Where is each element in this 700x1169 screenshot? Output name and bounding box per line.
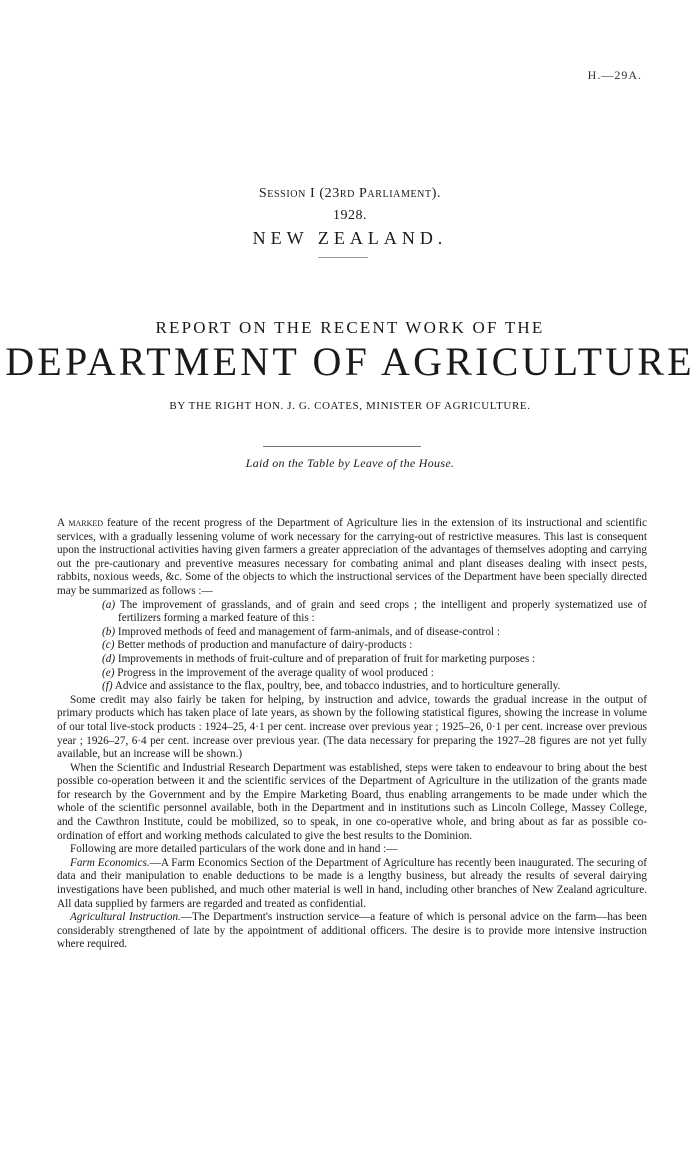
report-title-line: REPORT ON THE RECENT WORK OF THE (155, 318, 545, 337)
session-line: Session I (23rd Parliament). (258, 186, 442, 201)
farm-economics-paragraph (57, 857, 647, 911)
report-body (57, 517, 647, 952)
list-text: Improvements in methods of fruit-culture and of preparation of fruit for marketing purposes : (117, 652, 536, 665)
agricultural-instruction-text: —The Department's instruction service—a feature of which is personal advice on the farm—has been considerably strengthened of late by the appointment of additional officers. The desire is to provide more intensive instruction where required. (57, 911, 647, 951)
short-divider (318, 257, 368, 258)
credit-paragraph: Some credit may also fairly be taken for helping, by instruction and advice, towards the gradual increase in the output of primary products which has taken place of late years, as shown by the following statistical figures, showing the increase in volume of our total live-stock products : 1924–25, 4·1 per cent. increase over previous year ; 1925–26, 0·1 per cent. increase over previous year ; 1926–27, 6·4 per cent. increase over previous year. (The data necessary for preparing the 1927–28 figures are not yet fully available, but an increase will be shown.) (57, 693, 647, 761)
list-marker: (d) (102, 652, 116, 665)
list-marker: (f) (102, 680, 113, 693)
intro-lead: A marked (57, 517, 104, 529)
byline: BY THE RIGHT HON. J. G. COATES, MINISTER OF AGRICULTURE. (169, 400, 531, 412)
list-text: The improvement of grasslands, and of grain and seed crops ; the intelligent and properly systematized use of fertilizers forming a marked feature of this : (118, 598, 647, 625)
farm-economics-heading: Farm Economics. (70, 856, 150, 869)
country-line: NEW ZEALAND. (252, 228, 448, 248)
farm-economics-text: —A Farm Economics Section of the Department of Agriculture has recently been inaugurated. The securing of data and their manipulation to enable deductions to be made is a lengthy business, but already the results of several dairying investigations have been published, and much other material is well in hand, including other branches of New Zealand agriculture. All data supplied by farmers are regarded and treated as confidential. (57, 856, 647, 910)
intro-paragraph (57, 517, 647, 599)
list-item (102, 639, 647, 653)
list-item (102, 626, 647, 640)
research-paragraph: When the Scientific and Industrial Research Department was established, steps were taken to endeavour to bring about the best possible co-operation between it and the scientific services of the Department of Agriculture in the utilization of the grants made for research by the Government and by the Empire Marketing Board, thus enabling arrangements to be made under which the whole of the scientific personnel available, both in the Department and in institutions such as Lincoln College, Massey College, and the Cawthron Institute, could be mobilized, so to speak, in one co-operative whole, and bring about as far as possible co-ordination of effort and working methods calculated to give the best results to the Dominion. (57, 761, 647, 842)
department-title: DEPARTMENT OF AGRICULTURE (5, 339, 695, 384)
long-divider (263, 446, 421, 447)
agricultural-instruction-paragraph (57, 911, 647, 952)
list-marker: (b) (102, 625, 116, 638)
list-marker: (e) (102, 666, 115, 679)
list-text: Better methods of production and manufacture of dairy-products : (117, 639, 413, 652)
intro-rest: feature of the recent progress of the Department of Agriculture lies in the extension of its instructional and scientific services, with a gradually lessening volume of work necessary for the carrying-out of restrictive measures. This last is consequent upon the instructional activities having given farmers a greater appreciation of the advantages of themselves adopting and carrying out the pre-cautionary and preventive measures necessary for combating animal and plant diseases dealing with insect pests, rabbits, noxious weeds, &c. Some of the objects to which the instructional services of the Department have been specially directed may be summarized as follows :— (57, 517, 647, 597)
document-reference: H.—29A. (587, 68, 642, 82)
list-item (102, 653, 647, 667)
list-marker: (c) (102, 639, 115, 652)
list-item (102, 680, 647, 694)
laid-on-table-note: Laid on the Table by Leave of the House. (245, 456, 455, 470)
year-line: 1928. (333, 208, 367, 223)
list-marker: (a) (102, 598, 116, 611)
list-text: Progress in the improvement of the average quality of wool produced : (117, 666, 434, 679)
list-item (102, 599, 647, 626)
agricultural-instruction-heading: Agricultural Instruction. (70, 911, 181, 924)
objectives-list (57, 599, 647, 694)
list-text: Advice and assistance to the flax, poultry, bee, and tobacco industries, and to horticulture generally. (114, 680, 561, 693)
following-paragraph: Following are more detailed particulars of the work done and in hand :— (70, 843, 398, 856)
list-item (102, 667, 647, 681)
list-text: Improved methods of feed and management of farm-animals, and of disease-control : (117, 625, 500, 638)
